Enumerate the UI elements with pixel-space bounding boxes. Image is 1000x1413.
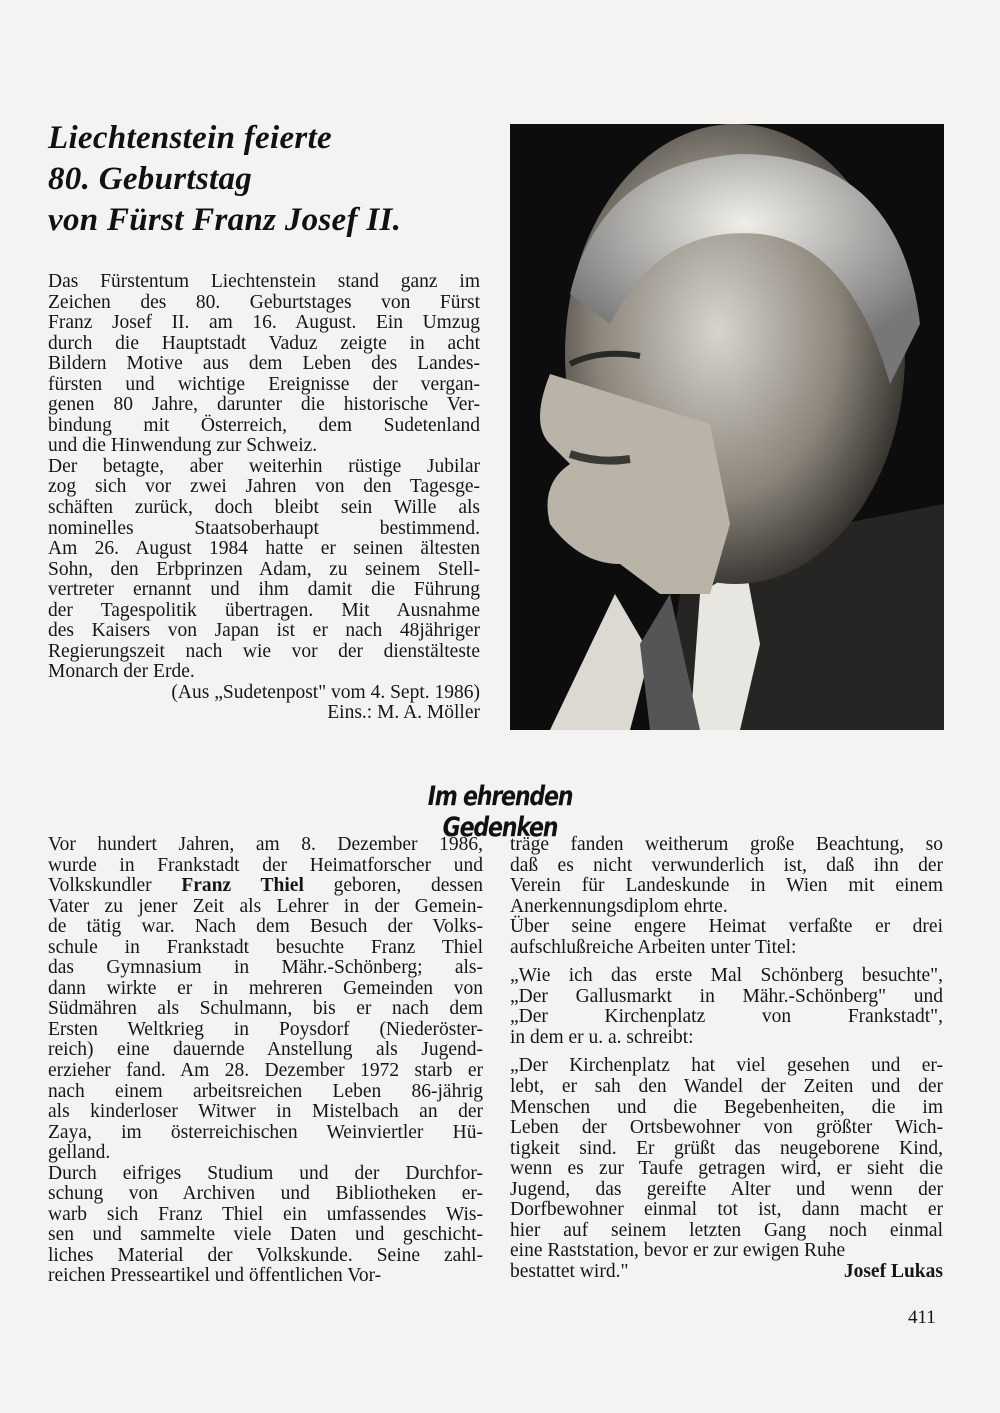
article-title [48,118,401,241]
portrait-image [510,124,944,730]
article2-right-column [510,835,943,1282]
text-line: träge fanden weitherum große Beachtung, so [510,834,943,855]
text-line: eine Raststation, bevor er zur ewigen Ruhe [510,1240,846,1262]
article1-body [48,272,480,724]
text-line: schäften zurück, doch bleibt sein Wille als [48,497,480,519]
text-line: liches Material der Volkskunde. Seine zahl- [48,1244,483,1266]
text-line: Zeichen des 80. Geburtstages von Fürst [48,291,480,313]
text-line: Über seine engere Heimat verfaßte er drei [510,916,943,938]
text-line: Bildern Motive aus dem Leben des Landes- [48,353,480,375]
text-line: „Der Kirchenplatz hat viel gesehen und er- [510,1055,943,1077]
text-line: das Gymnasium in Mähr.-Schönberg; als- [48,957,483,979]
submitted-by: Eins.: M. A. Möller [327,702,480,724]
text-line: nach einem arbeitsreichen Leben 86-jährig [48,1080,483,1102]
title-line: 80. Geburtstag [48,161,253,197]
text-line: in dem er u. a. schreibt: [510,1026,694,1048]
text-line: Menschen und die Begebenheiten, die im [510,1096,943,1118]
text-line: erzieher fand. Am 28. Dezember 1972 starb er [48,1060,483,1082]
text-segment: Volkskundler [48,875,182,897]
text-line: vertreter ernannt und ihm damit die Führung [48,579,480,601]
text-line: Der betagte, aber weiterhin rüstige Jubilar [48,455,480,477]
text-line: lebt, er sah den Wandel der Zeiten und der [510,1076,943,1098]
article2-left-column [48,835,483,1287]
text-line: Am 26. August 1984 hatte er seinen ältesten [48,538,480,560]
source-line: (Aus „Sudetenpost" vom 4. Sept. 1986) [171,681,480,703]
page-number: 411 [908,1307,936,1328]
text-line: Jugend, das gereifte Alter und wenn der [510,1178,943,1200]
text-line: aufschlußreiche Arbeiten unter Titel: [510,936,797,958]
text-line: Ersten Weltkrieg in Poysdorf (Niederöster- [48,1018,483,1040]
text-line: de tätig war. Nach dem Besuch der Volks- [48,916,483,938]
text-line: des Kaisers von Japan ist er nach 48jähriger [48,620,480,642]
text-line: Verein für Landeskunde in Wien mit einem [510,875,943,897]
text-line: Südmähren als Schulmann, bis er nach dem [48,998,483,1020]
text-line: zog sich vor zwei Jahren von den Tagesge- [48,476,480,498]
bold-name: Franz Thiel [181,875,304,897]
text-line: Anerkennungsdiplom ehrte. [510,895,728,917]
text-line: schung von Archiven und Bibliotheken er- [48,1183,483,1205]
text-line: als kinderloser Witwer in Mistelbach an der [48,1101,483,1123]
text-line: Monarch der Erde. [48,661,195,683]
text-line: Sohn, den Erbprinzen Adam, zu seinem Stell- [48,558,480,580]
text-line: gelland. [48,1142,111,1164]
text-line: schule in Frankstadt besuchte Franz Thiel [48,936,483,958]
text-line: Regierungszeit nach wie vor der dienstälteste [48,640,480,662]
article2-heading: Im ehrenden Gedenken [427,781,573,843]
text-line: bindung mit Österreich, dem Sudetenland [48,414,480,436]
title-line: von Fürst Franz Josef II. [48,202,402,238]
text-line: sen und sammelte viele Daten und geschicht- [48,1224,483,1246]
text-line: Franz Josef II. am 16. August. Ein Umzug [48,312,480,334]
text-line: „Der Kirchenplatz von Frankstadt", [510,1006,943,1028]
text-line: und die Hinwendung zur Schweiz. [48,435,318,457]
text-line: Vater zu jener Zeit als Lehrer in der Gemein- [48,895,483,917]
closing-text: bestattet wird." [510,1260,629,1282]
title-line: Liechtenstein feierte [48,120,332,156]
text-line: reichen Presseartikel und öffentlichen Vor- [48,1265,382,1287]
text-line: Leben der Ortsbewohner von größter Wich- [510,1117,943,1139]
text-line: Das Fürstentum Liechtenstein stand ganz im [48,271,480,292]
text-line: genen 80 Jahre, darunter die historische Ver- [48,394,480,416]
text-line: Zaya, im österreichischen Weinviertler Hü- [48,1121,483,1143]
text-line: reich) eine dauernde Anstellung als Jugend- [48,1039,483,1061]
portrait-photo [510,124,944,730]
text-segment: geboren, dessen [303,875,483,897]
author-name: Josef Lukas [843,1260,943,1282]
text-line: wurde in Frankstadt der Heimatforscher und [48,854,483,876]
text-line: „Der Gallusmarkt in Mähr.-Schönberg" und [510,985,943,1007]
text-line: daß es nicht verwunderlich ist, daß ihn der [510,854,943,876]
text-line: durch die Hauptstadt Vaduz zeigte in acht [48,332,480,354]
text-line: der Tagespolitik übertragen. Mit Ausnahme [48,599,480,621]
text-line: wenn es zur Taufe getragen wird, er sieht die [510,1158,943,1180]
text-line: „Wie ich das erste Mal Schönberg besuchte", [510,965,943,987]
text-line [48,876,483,897]
text-line: Vor hundert Jahren, am 8. Dezember 1986, [48,834,483,855]
text-line: Dorfbewohner einmal tot ist, dann macht er [510,1199,943,1221]
closing-line [510,1262,943,1283]
text-line: fürsten und wichtige Ereignisse der vergan- [48,373,480,395]
text-line: warb sich Franz Thiel ein umfassendes Wis- [48,1203,483,1225]
text-line: hier auf seinem letzten Gang noch einmal [510,1219,943,1241]
text-line: nominelles Staatsoberhaupt bestimmend. [48,517,480,539]
text-line: tigkeit sind. Er grüßt das neugeborene Kind, [510,1137,943,1159]
text-line: Durch eifriges Studium und der Durchfor- [48,1162,483,1184]
text-line: dann wirkte er in mehreren Gemeinden von [48,977,483,999]
